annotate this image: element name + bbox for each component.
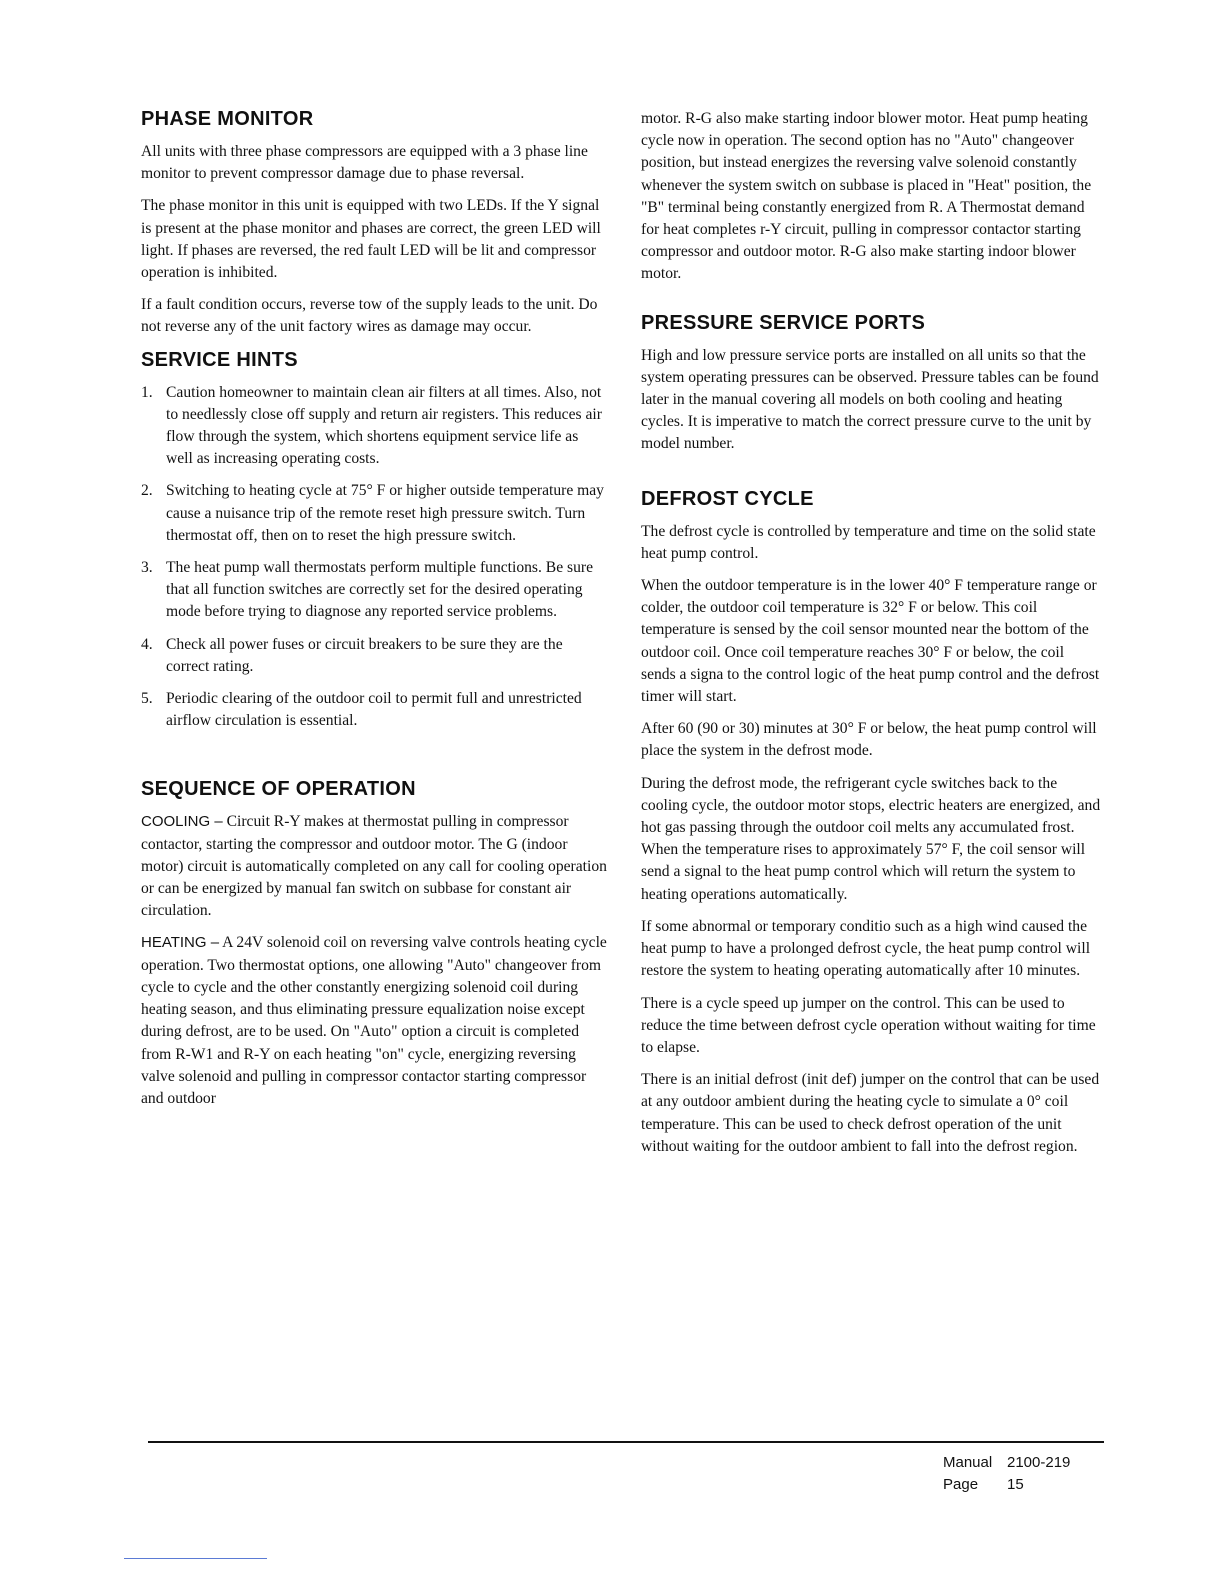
defrost-paragraph-5: If some abnormal or temporary conditio such as a high wind caused the heat pump to have a prolonged defrost cycle, the heat pump control will restore the system to heating operating automatically after 10 minutes. xyxy=(641,917,1091,980)
defrost-cycle-heading: DEFROST CYCLE xyxy=(641,487,814,510)
list-item: 4. Check all power fuses or circuit breakers to be sure they are the correct rating. xyxy=(141,635,563,675)
left-column xyxy=(141,96,609,1120)
defrost-paragraph-7: There is an initial defrost (init def) jumper on the control that can be used at any outdoor ambient during the heating cycle to simulate a 0° coil temperature. This can be used to check defrost operation of the unit without waiting for the outdoor ambient to fall into the defrost region. xyxy=(641,1071,1100,1155)
manual-number-line: Manual 2100-219 xyxy=(943,1454,1071,1471)
heating-continuation-paragraph: motor. R-G also make starting indoor blower motor. Heat pump heating cycle now in operation. The second option has no "Auto" changeover position, but instead energizes the reversing valve solenoid constantly whenever the system switch on subbase is placed in "Heat" position, the "B" terminal being constantly energized from R. A Thermostat demand for heat completes r-Y circuit, pulling in compressor contactor starting compressor and outdoor motor. R-G also make starting indoor blower motor. xyxy=(641,110,1092,283)
service-hints-heading: SERVICE HINTS xyxy=(141,348,298,371)
list-item: 1. Caution homeowner to maintain clean air filters at all times. Also, not to needlessly close off supply and return air registers. This reduces air flow through the system, which shortens equipment service life as well as increasing operating costs. xyxy=(141,383,602,468)
footer-divider xyxy=(148,1441,1104,1443)
page-footer xyxy=(943,1452,1070,1496)
pressure-paragraph: High and low pressure service ports are installed on all units so that the system operating pressures can be observed. Pressure tables can be found later in the manual covering all models on both cooling and heating cycles. It is imperative to match the correct pressure curve to the unit by model number. xyxy=(641,346,1099,453)
cooling-label: COOLING – xyxy=(141,813,223,831)
right-column xyxy=(641,96,1101,1168)
phase-monitor-heading: PHASE MONITOR xyxy=(141,108,314,130)
service-hints-list xyxy=(141,382,609,733)
heating-paragraph: HEATING – A 24V solenoid coil on reversing valve controls heating cycle operation. Two thermostat options, one allowing "Auto" changeover from cycle to cycle and the other constantly energizing solenoid coil during heating season, and thus eliminating pressure equalization noise except during defrost, are to be used. On "Auto" option a circuit is completed from R-W1 and R-Y on each heating "on" cycle, energizing reversing valve solenoid and pulling in compressor contactor starting compressor and outdoor xyxy=(141,934,607,1107)
pressure-service-ports-heading: PRESSURE SERVICE PORTS xyxy=(641,311,926,334)
defrost-paragraph-4: During the defrost mode, the refrigerant cycle switches back to the cooling cycle, the outdoor motor stops, electric heaters are energized, and hot gas passing through the outdoor coil melts any accumulated frost. When the temperature rises to approximately 57° F, the coil sensor will send a signal to the heat pump control which will return the system to heating operations automatically. xyxy=(641,774,1101,903)
sequence-of-operation-heading: SEQUENCE OF OPERATION xyxy=(141,778,416,801)
cooling-paragraph: COOLING – Circuit R-Y makes at thermostat pulling in compressor contactor, starting the compressor and outdoor motor. The G (indoor motor) circuit is automatically completed on any call for cooling operation or can be energized by manual fan switch on subbase for constant air circulation. xyxy=(141,813,607,920)
defrost-paragraph-2: When the outdoor temperature is in the lower 40° F temperature range or colder, the outdoor coil temperature is 32° F or below. This coil temperature is sensed by the coil sensor mounted near the bottom of the outdoor coil. Once coil temperature reaches 30° F or below, the coil sends a signa to the control logic of the heat pump control and the defrost timer will start. xyxy=(641,577,1100,706)
phase-monitor-paragraph-2: The phase monitor in this unit is equipped with two LEDs. If the Y signal is present at the phase monitor and phases are correct, the green LED will light. If phases are reversed, the red fault LED will be lit and compressor operation is inhibited. xyxy=(141,197,601,282)
page-number-line: Page 15 xyxy=(943,1476,1024,1493)
defrost-paragraph-1: The defrost cycle is controlled by temperature and time on the solid state heat pump control. xyxy=(641,522,1096,562)
list-item: 5. Periodic clearing of the outdoor coil to permit full and unrestricted airflow circulation is essential. xyxy=(141,690,582,730)
list-item: 3. The heat pump wall thermostats perform multiple functions. Be sure that all function switches are correctly set for the desired operating mode before trying to diagnose any reported service problems. xyxy=(141,559,593,621)
phase-monitor-paragraph-1: All units with three phase compressors are equipped with a 3 phase line monitor to prevent compressor damage due to phase reversal. xyxy=(141,143,588,183)
defrost-paragraph-3: After 60 (90 or 30) minutes at 30° F or below, the heat pump control will place the system in the defrost mode. xyxy=(641,720,1097,760)
list-item: 2. Switching to heating cycle at 75° F or higher outside temperature may cause a nuisance trip of the remote reset high pressure switch. Turn thermostat off, then on to reset the high pressure switch. xyxy=(141,482,604,544)
scan-artifact-line xyxy=(124,1558,267,1559)
heating-label: HEATING – xyxy=(141,934,220,952)
phase-monitor-paragraph-3: If a fault condition occurs, reverse tow of the supply leads to the unit. Do not reverse any of the unit factory wires as damage may occur. xyxy=(141,296,598,336)
defrost-paragraph-6: There is a cycle speed up jumper on the control. This can be used to reduce the time between defrost cycle operation without waiting for time to elapse. xyxy=(641,994,1096,1056)
